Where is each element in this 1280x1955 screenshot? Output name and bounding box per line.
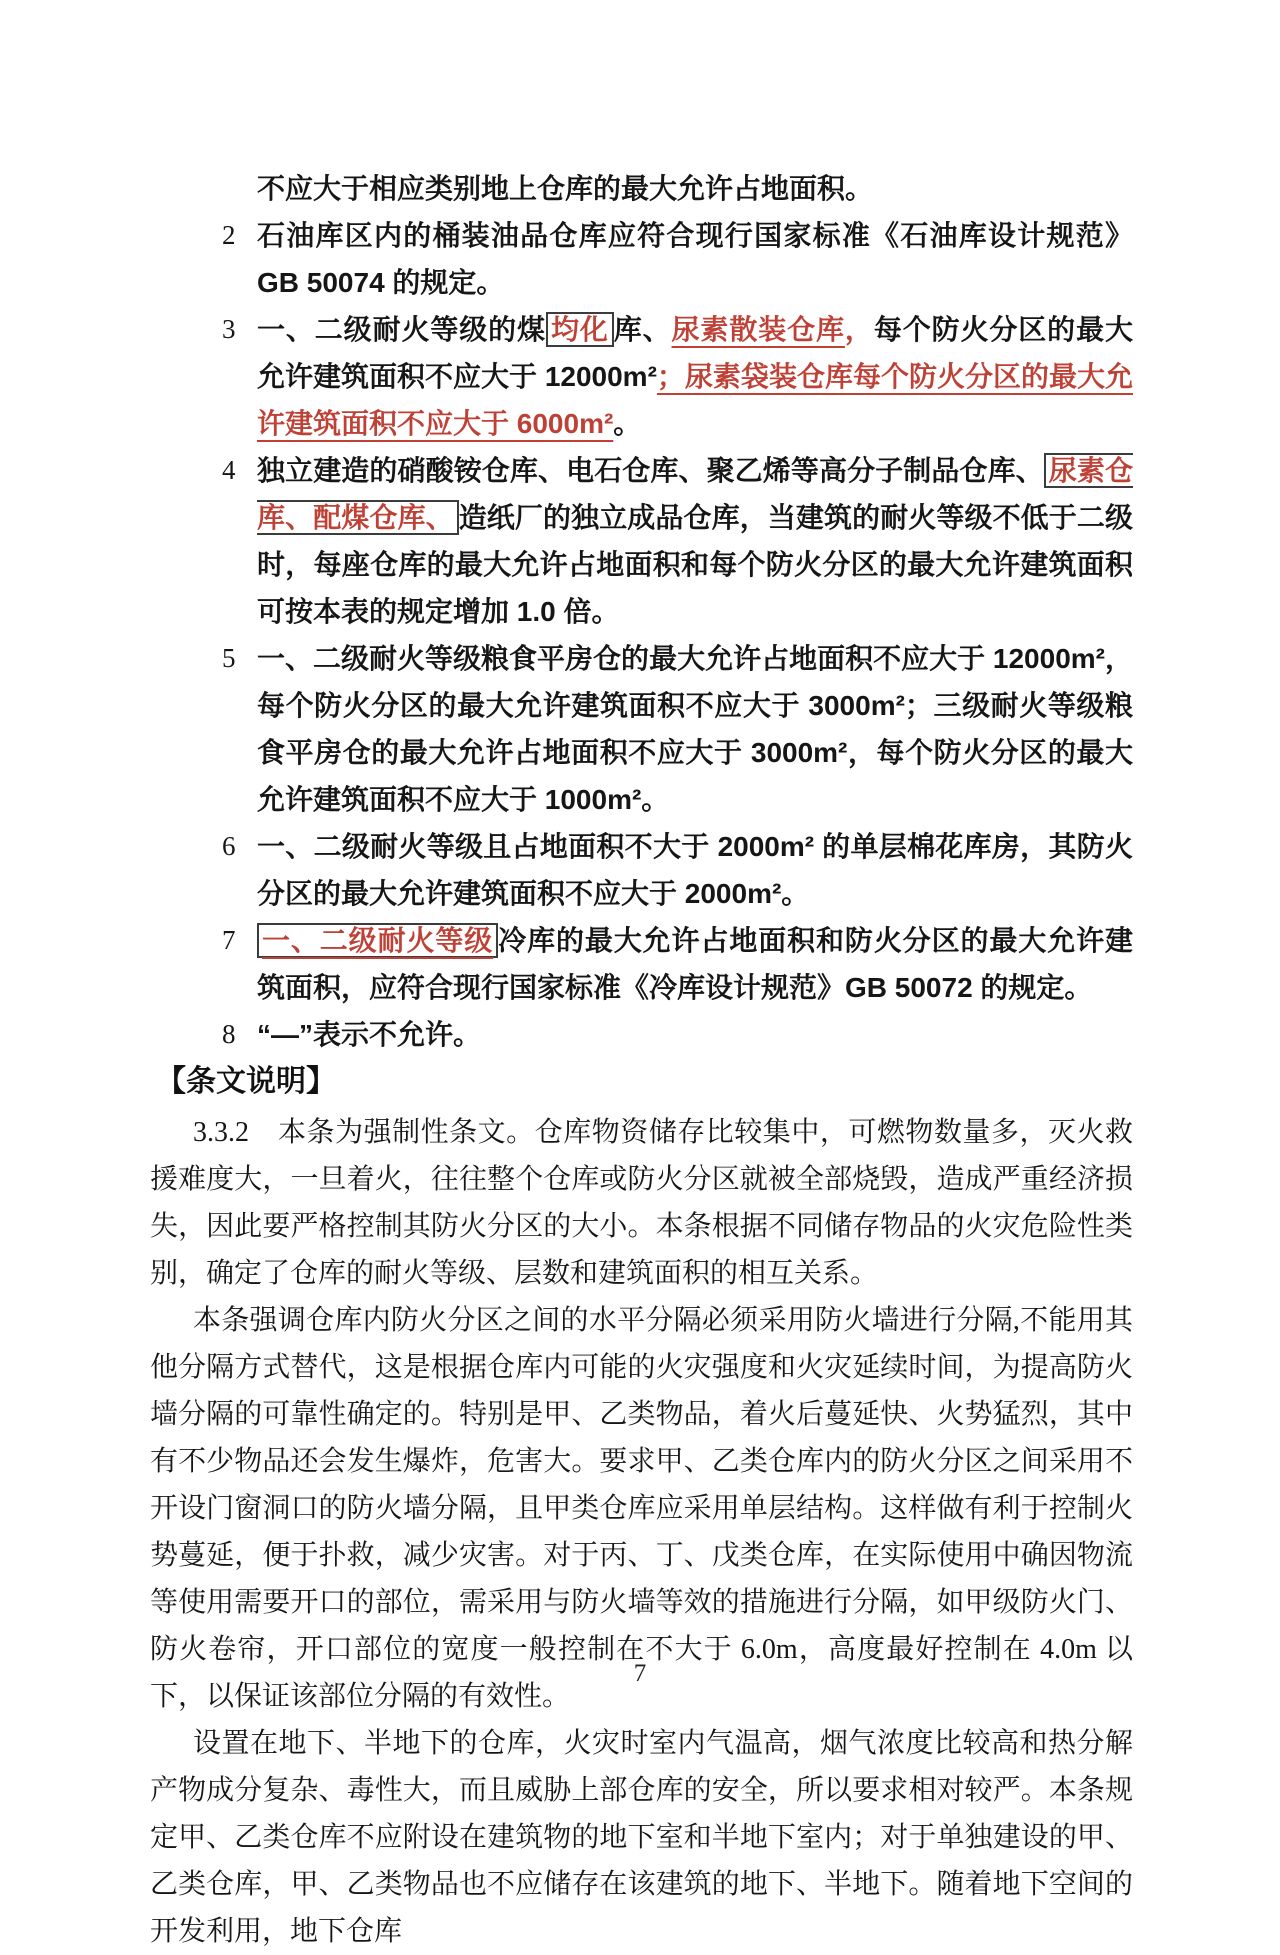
note-number: 2: [222, 220, 236, 250]
note-text: [257, 312, 1133, 439]
note-item-6: [150, 823, 1133, 917]
text-run: 一、二级耐火等级且占地面积不大于 2000m² 的单层棉花库房，其防火分区的最大允许建筑面积不应大于 2000m²。: [257, 831, 1133, 909]
note-item-8: [150, 1011, 1133, 1058]
explanation-paragraph-2: [150, 1297, 1133, 1720]
note-item-2: [150, 212, 1133, 306]
note-item-7: [150, 917, 1133, 1011]
text-run: 。: [613, 408, 642, 439]
revision-boxed-text: 均化: [546, 312, 614, 347]
text-run: 每个防火分区的最大允许建筑面积不应大于 12000m²: [257, 314, 1133, 392]
text-run: 不应大于相应类别地上仓库的最大允许占地面积。: [257, 173, 874, 204]
text-run: 库、: [613, 314, 672, 345]
note-text: [257, 453, 1133, 627]
note-number: 5: [222, 643, 236, 673]
text-run: 石油库区内的桶装油品仓库应符合现行国家标准《石油库设计规范》GB 50074 的规定。: [257, 220, 1133, 298]
revision-boxed-text: 尿素仓库、配煤仓库、: [257, 455, 1133, 533]
explanation-paragraph-1: [150, 1109, 1133, 1297]
text-run: 设置在地下、半地下的仓库，火灾时室内气温高，烟气浓度比较高和热分解产物成分复杂、毒性大，而且威胁上部仓库的安全，所以要求相对较严。本条规定甲、乙类仓库不应附设在建筑物的地下室和半地下室内；对于单独建设的甲、乙类仓库，甲、乙类物品也不应储存在该建筑的地下、半地下。随着地下空间的开发利用，地下仓库: [150, 1728, 1133, 1947]
text-run: 一、二级耐火等级的煤: [257, 314, 546, 345]
note-item-3: [150, 306, 1133, 447]
note-number: 4: [222, 455, 236, 485]
revision-red-text: ；尿素袋装仓库每个防火分区的最大允许建筑面积不应大于 6000m²: [257, 361, 1133, 439]
note-continuation-line: [150, 165, 1133, 212]
explanation-paragraphs: [150, 1109, 1133, 1955]
note-number: 6: [222, 831, 236, 861]
text-run: 独立建造的硝酸铵仓库、电石仓库、聚乙烯等高分子制品仓库、: [257, 455, 1044, 486]
notes-list: [150, 165, 1133, 1058]
revision-red-text: 尿素散装仓库: [671, 314, 845, 345]
note-number: 7: [222, 925, 236, 955]
text-run: “—”表示不允许。: [257, 1019, 482, 1050]
note-item-5: [150, 635, 1133, 823]
text-run: 冷库的最大允许占地面积和防火分区的最大允许建筑面积，应符合现行国家标准《冷库设计规范》GB 50072 的规定。: [257, 925, 1133, 1003]
note-text: [257, 1019, 481, 1050]
revision-red-text: ，: [844, 314, 874, 345]
explanation-header: 【条文说明】: [156, 1065, 336, 1098]
text-run: 本条强调仓库内防火分区之间的水平分隔必须采用防火墙进行分隔,不能用其他分隔方式替代，这是根据仓库内可能的火灾强度和火灾延续时间，为提高防火墙分隔的可靠性确定的。特别是甲、乙类物品，着火后蔓延快、火势猛烈，其中有不少物品还会发生爆炸，危害大。要求甲、乙类仓库内的防火分区之间采用不开设门窗洞口的防火墙分隔，且甲类仓库应采用单层结构。这样做有利于控制火势蔓延，便于扑救，减少灾害。对于丙、丁、戊类仓库，在实际使用中确因物流等使用需要开口的部位，需采用与防火墙等效的措施进行分隔，如甲级防火门、防火卷帘，开口部位的宽度一般控制在不大于 6.0m，高度最好控制在 4.0m 以下，以保证该部位分隔的有效性。: [150, 1305, 1133, 1712]
note-text: [257, 643, 1133, 815]
note-text: [257, 923, 1133, 1003]
note-number: 3: [222, 314, 236, 344]
text-run: 一、二级耐火等级粮食平房仓的最大允许占地面积不应大于 12000m²，每个防火分区的最大允许建筑面积不应大于 3000m²；三级耐火等级粮食平房仓的最大允许占地面积不应大于 3000m²，每个防火分区的最大允许建筑面积不应大于 1000m²。: [257, 643, 1133, 815]
note-text: [257, 220, 1133, 298]
note-item-4: [150, 447, 1133, 635]
page-number: 7: [633, 1660, 647, 1687]
note-text: [257, 173, 873, 204]
note-number: 8: [222, 1019, 236, 1049]
text-run: 造纸厂的独立成品仓库，当建筑的耐火等级不低于二级时，每座仓库的最大允许占地面积和每个防火分区的最大允许建筑面积可按本表的规定增加 1.0 倍。: [257, 502, 1133, 627]
explanation-paragraph-3: [150, 1720, 1133, 1955]
text-run: 3.3.2 本条为强制性条文。仓库物资储存比较集中，可燃物数量多，灭火救援难度大，一旦着火，往往整个仓库或防火分区就被全部烧毁，造成严重经济损失，因此要严格控制其防火分区的大小。本条根据不同储存物品的火灾危险性类别，确定了仓库的耐火等级、层数和建筑面积的相互关系。: [150, 1117, 1133, 1289]
note-text: [257, 831, 1133, 909]
revision-boxed-text: 一、二级耐火等级: [257, 923, 498, 958]
